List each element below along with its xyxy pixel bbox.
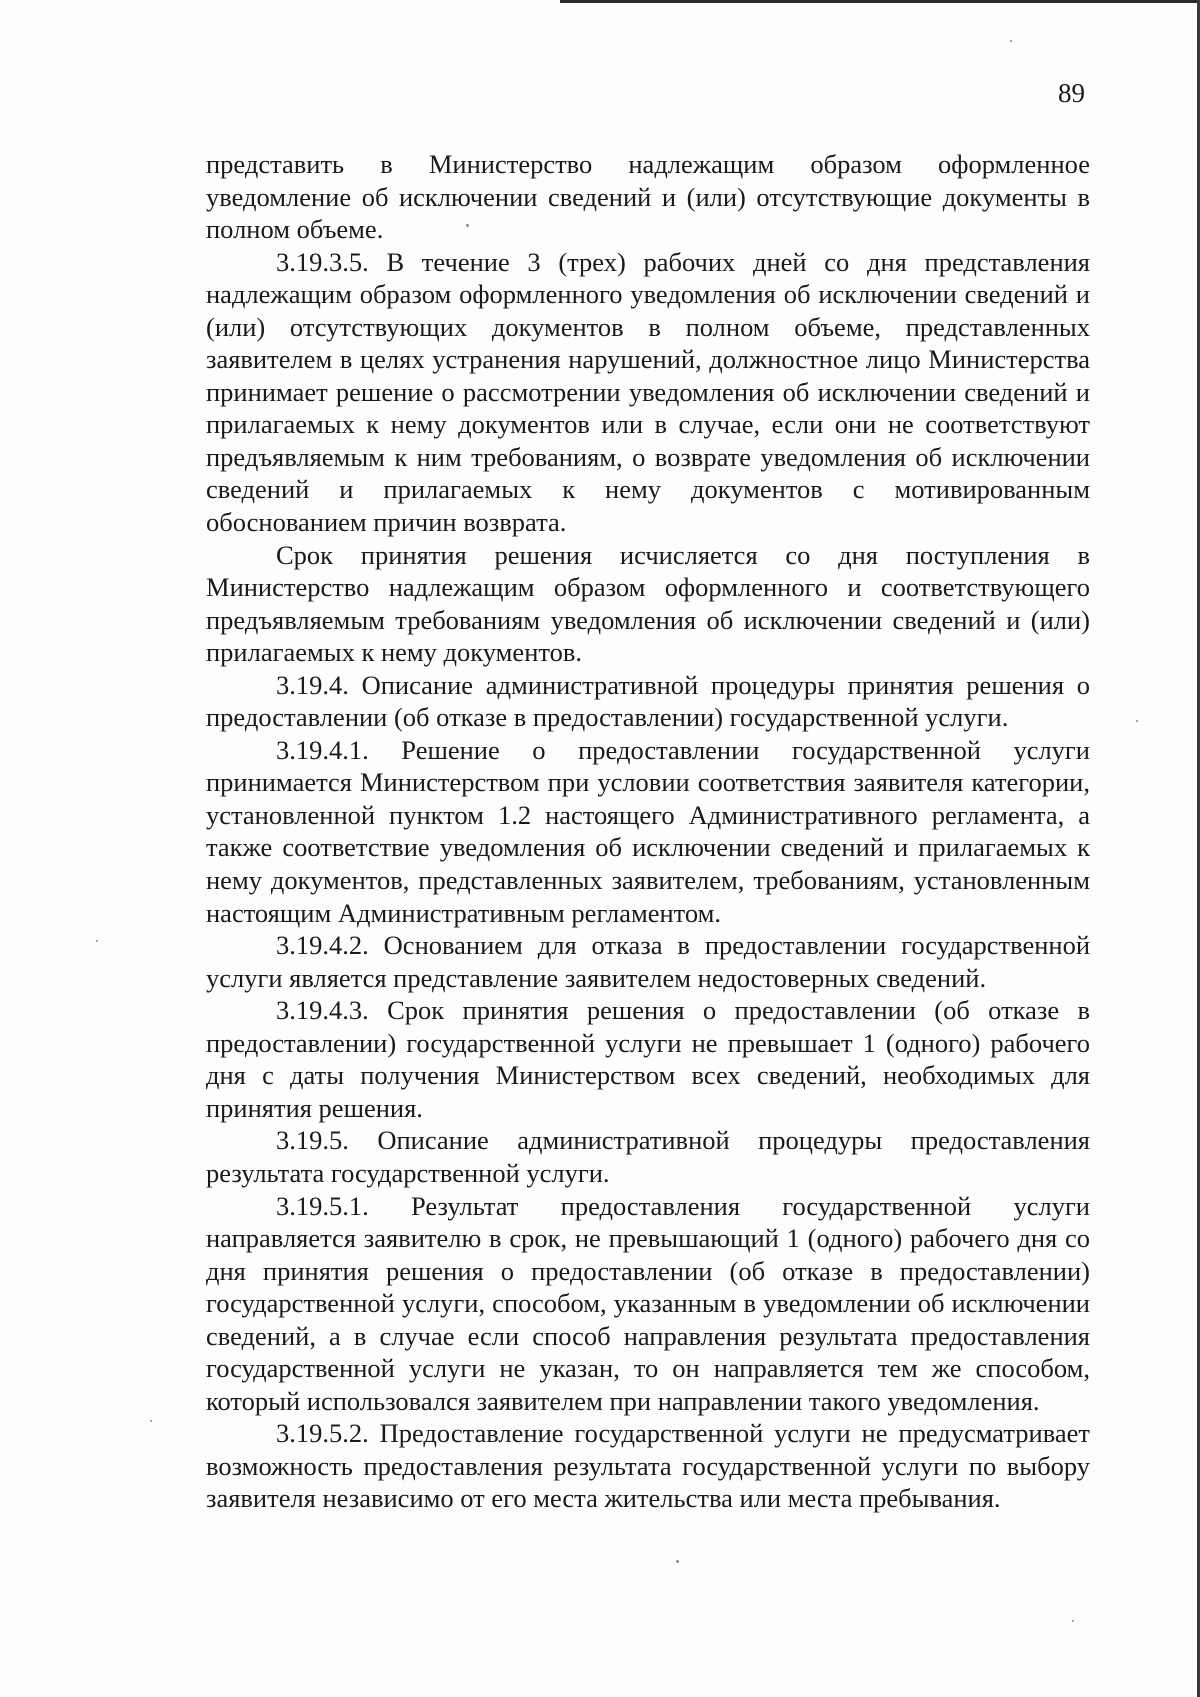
paragraph-9: 3.19.5.1. Результат предоставления государственной услуги направляется заявителю в срок, не превышающий 1 (одного) рабочего дня со дня принятия решения о предоставлении (об отказе в предоставлении) государственной услуги, способом, указанным в уведомлении об исключении сведений, а в случае если способ направления результата предоставления государственной услуги не указан, то он направляется тем же способом, который использовался заявителем при направлении такого уведомления. — [206, 1190, 1090, 1416]
page-number: 89 — [1058, 78, 1085, 108]
scan-speck — [96, 940, 98, 942]
paragraph-7: 3.19.4.3. Срок принятия решения о предоставлении (об отказе в предоставлении) государственной услуги не превышает 1 (одного) рабочего дня с даты получения Министерством всех сведений, необходимых для принятия решения. — [206, 995, 1090, 1123]
document-body — [206, 148, 1090, 1515]
scan-speck — [1136, 720, 1138, 722]
paragraph-4: 3.19.4. Описание административной процедуры принятия решения о предоставлении (об отказе в предоставлении) государственной услуги. — [206, 669, 1090, 733]
paragraph-1: представить в Министерство надлежащим образом оформленное уведомление об исключении сведений и (или) отсутствующие документы в полном объеме. — [206, 149, 1090, 245]
paragraph-2: 3.19.3.5. В течение 3 (трех) рабочих дней со дня представления надлежащим образом оформленного уведомления об исключении сведений и (или) отсутствующих документов в полном объеме, представленных заявителем в целях устранения нарушений, должностное лицо Министерства принимает решение о рассмотрении уведомления об исключении сведений и прилагаемых к нему документов или в случае, если они не соответствуют предъявляемым к ним требованиям, о возврате уведомления об исключении сведений и прилагаемых к нему документов с мотивированным обоснованием причин возврата. — [206, 246, 1090, 538]
paragraph-10: 3.19.5.2. Предоставление государственной услуги не предусматривает возможность предоставления результата государственной услуги по выбору заявителя независимо от его места жительства или места пребывания. — [206, 1418, 1090, 1514]
scan-speck — [1010, 40, 1012, 42]
paragraph-8: 3.19.5. Описание административной процедуры предоставления результата государственной услуги. — [206, 1125, 1090, 1188]
paragraph-5: 3.19.4.1. Решение о предоставлении государственной услуги принимается Министерством при условии соответствия заявителя категории, установленной пунктом 1.2 настоящего Административного регламента, а также соответствие уведомления об исключении сведений и прилагаемых к нему документов, представленных заявителем, требованиям, установленным настоящим Административным регламентом. — [206, 734, 1090, 928]
scan-speck — [1072, 1620, 1074, 1622]
scan-speck — [150, 1420, 152, 1422]
scan-speck — [676, 1560, 679, 1563]
paragraph-3: Срок принятия решения исчисляется со дня поступления в Министерство надлежащим образом оформленного и соответствующего предъявляемым требованиям уведомления об исключении сведений и (или) прилагаемых к нему документов. — [206, 539, 1090, 668]
scan-edge-top — [560, 0, 1200, 3]
paragraph-6: 3.19.4.2. Основанием для отказа в предоставлении государственной услуги является представление заявителем недостоверных сведений. — [206, 930, 1090, 993]
scan-speck — [466, 224, 469, 227]
